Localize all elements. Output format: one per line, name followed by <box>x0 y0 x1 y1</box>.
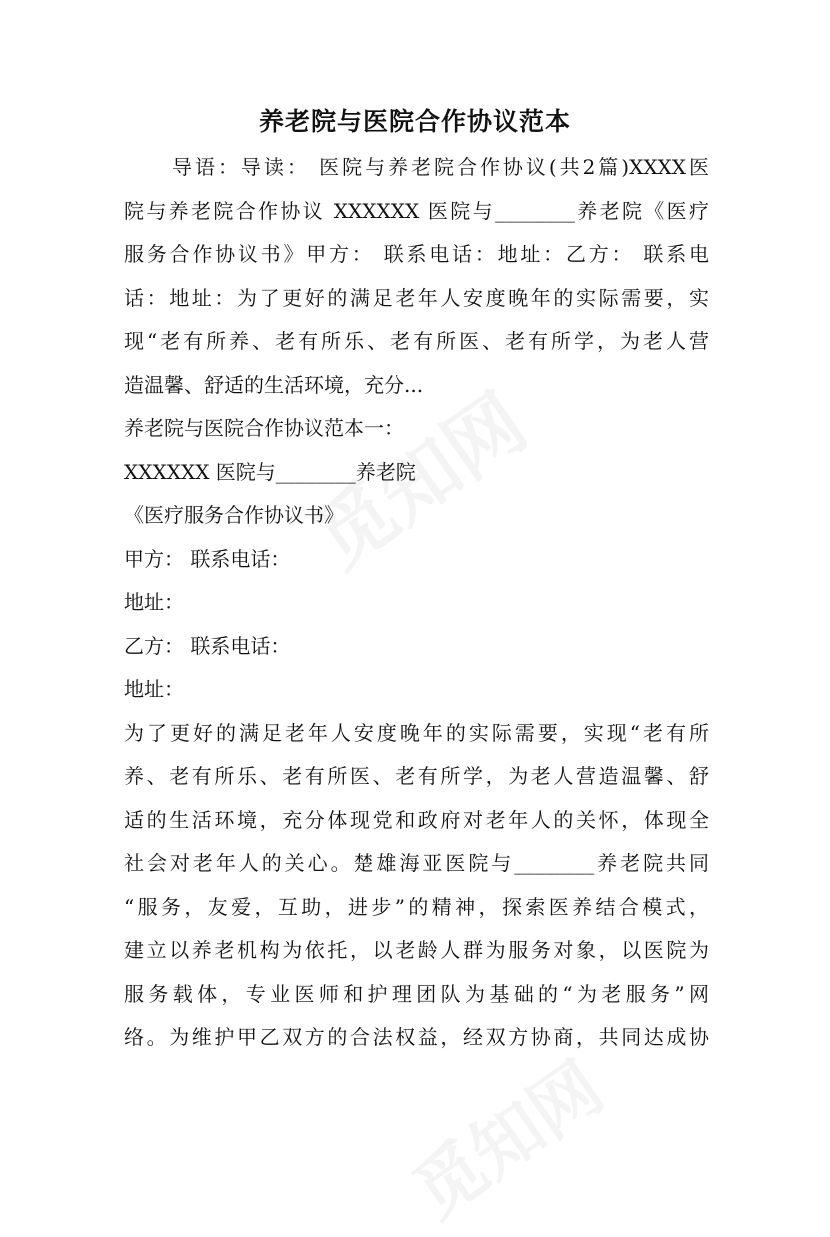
agreement-name: 《医疗服务合作协议书》 <box>124 503 344 527</box>
paragraph-line: “服务，友爱，互助，进步”的精神，探索医养结合模式， <box>124 894 709 919</box>
paragraph-line: 络。为维护甲乙双方的合法权益，经双方协商，共同达成协 <box>124 1025 709 1049</box>
party-line: XXXXXX 医院与________养老院 <box>124 459 416 484</box>
paragraph-line: 适的生活环境，充分体现党和政府对老年人的关怀，体现全 <box>124 807 709 832</box>
party-a-address: 地址： <box>124 590 184 614</box>
watermark <box>390 1034 620 1237</box>
paragraph-line: 养、老有所乐、老有所医、老有所学，为老人营造温馨、舒 <box>124 764 709 788</box>
paragraph-line: 话：地址：为了更好的满足老年人安度晚年的实际需要，实 <box>124 285 709 310</box>
paragraph-line: 社会对老年人的关心。楚雄海亚医院与________养老院共同 <box>124 851 709 875</box>
paragraph-line: 建立以养老机构为依托，以老龄人群为服务对象，以医院为 <box>124 938 709 962</box>
paragraph-line: 服务载体，专业医师和护理团队为基础的“为老服务”网 <box>124 981 709 1006</box>
paragraph-line: 为了更好的满足老年人安度晚年的实际需要，实现“老有所 <box>124 720 709 745</box>
paragraph-line: 服务合作协议书》甲方： 联系电话：地址：乙方： 联系电 <box>124 242 709 266</box>
document-body <box>124 146 709 1060</box>
paragraph-line: 导语：导读： 医院与养老院合作协议(共2篇)XXXX医 <box>172 155 709 179</box>
paragraph-line: 造温馨、舒适的生活环境，充分... <box>124 372 424 397</box>
section-heading: 养老院与医院合作协议范本一： <box>124 416 404 440</box>
document-title: 养老院与医院合作协议范本 <box>258 107 571 136</box>
party-b-contact: 乙方： 联系电话： <box>124 633 291 658</box>
party-b-address: 地址： <box>124 677 184 701</box>
paragraph-line: 院与养老院合作协议 XXXXXX 医院与________养老院《医疗 <box>124 198 709 223</box>
party-a-contact: 甲方： 联系电话： <box>124 546 291 571</box>
paragraph-line: 现“老有所养、老有所乐、老有所医、老有所学，为老人营 <box>124 329 709 353</box>
